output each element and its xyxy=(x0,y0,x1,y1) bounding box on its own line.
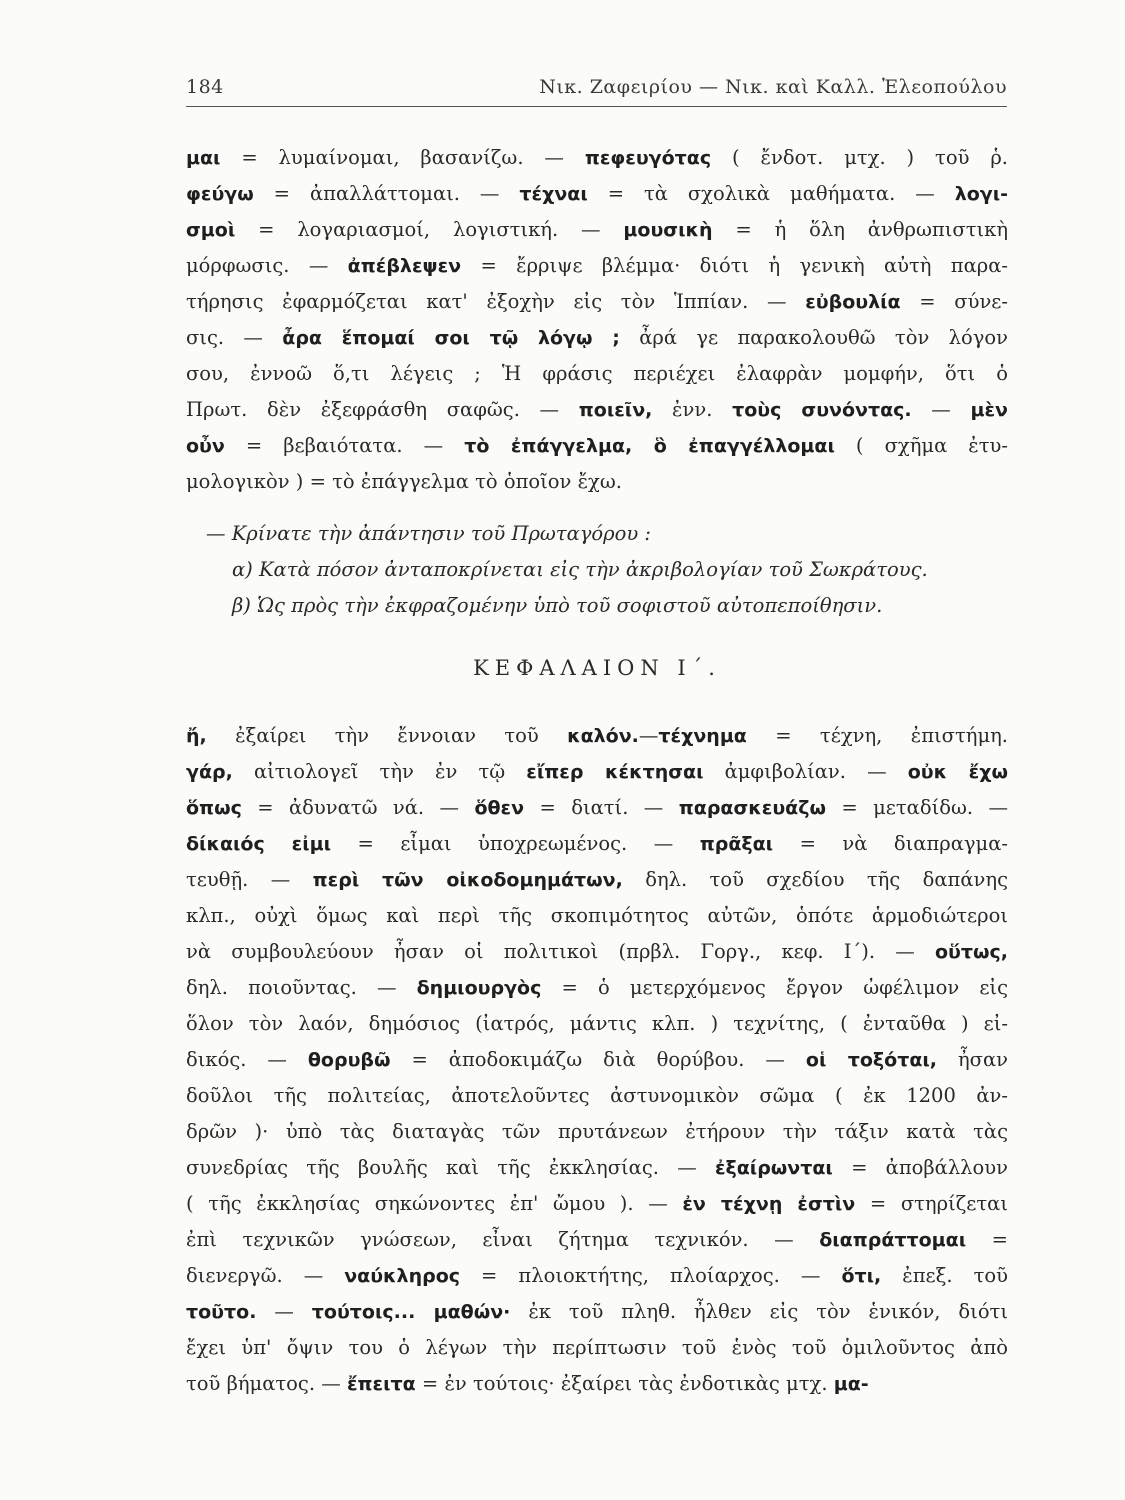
text-line xyxy=(186,718,1008,754)
lemma: παρασκευάζω xyxy=(678,797,826,819)
gloss-text: ἆρά γε παρακολουθῶ τὸν λόγον xyxy=(619,326,1008,349)
lemma: καλόν. xyxy=(567,725,639,747)
lemma: μαι xyxy=(186,147,221,169)
lemma: φεύγω xyxy=(186,183,254,205)
gloss-text: ἐπὶ τεχνικῶν γνώσεων, εἶναι ζήτημα τεχνικόν. — xyxy=(186,1228,820,1251)
gloss-text: συνεδρίας τῆς βουλῆς καὶ τῆς ἐκκλησίας. — xyxy=(186,1156,715,1179)
lemma: εἴπερ κέκτησαι xyxy=(526,761,704,783)
text-line xyxy=(186,754,1008,790)
text-line xyxy=(186,1294,1008,1330)
lemma: ἤ, xyxy=(186,725,207,747)
gloss-text: ἐξαίρει τὴν ἔννοιαν τοῦ xyxy=(206,724,568,747)
lemma: οὐκ ἔχω xyxy=(907,761,1008,783)
text-line xyxy=(186,320,1008,356)
gloss-text: = πλοιοκτήτης, πλοίαρχος. — xyxy=(460,1264,842,1287)
gloss-text: = τέχνη, ἐπιστήμη. xyxy=(746,724,1008,747)
gloss-text: = βεβαιότατα. — xyxy=(224,434,465,457)
text-line xyxy=(186,934,1008,970)
lemma: ἐν τέχνῃ ἐστὶν xyxy=(682,1193,856,1215)
gloss-text: Πρωτ. δὲν ἐξεφράσθη σαφῶς. — xyxy=(186,398,579,421)
gloss-text: δρῶν )· ὑπὸ τὰς διαταγὰς τῶν πρυτάνεων ἐτήρουν τὴν τάξιν κατὰ τὰς xyxy=(186,1120,1008,1143)
chapter-heading: ΚΕΦΑΛΑΙΟΝ Ι΄. xyxy=(473,656,721,680)
gloss-text: ἐνν. xyxy=(652,398,733,421)
text-line xyxy=(186,1366,1008,1402)
gloss-text: τήρησις ἐφαρμόζεται κατ' ἐξοχὴν εἰς τὸν Ἱππίαν. — xyxy=(186,290,806,313)
gloss-text: = τὰ σχολικὰ μαθήματα. — xyxy=(587,182,955,205)
page-number: 184 xyxy=(186,76,224,98)
text-line xyxy=(186,898,1008,934)
gloss-text: ( τῆς ἐκκλησίας σηκώνοντες ἐπ' ὤμου ). — xyxy=(186,1192,683,1215)
page-header xyxy=(186,76,1007,107)
lemma: μα- xyxy=(833,1373,869,1395)
text-line xyxy=(186,1330,1008,1366)
gloss-text: = ἀποβάλλουν xyxy=(832,1156,1008,1179)
gloss-text: διενεργῶ. — xyxy=(186,1264,345,1287)
gloss-text: κλπ., οὐχὶ ὅμως καὶ περὶ τῆς σκοπιμότητος αὐτῶν, ὁπότε ἁρμοδιώτεροι xyxy=(186,904,1008,927)
lemma: ὅθεν xyxy=(474,797,525,819)
gloss-text: — xyxy=(638,724,659,747)
gloss-text: = ἐν τούτοις· ἐξαίρει τὰς ἐνδοτικὰς μτχ. xyxy=(415,1372,834,1395)
lemma: ἔπειτα xyxy=(346,1373,416,1395)
exercise-block xyxy=(186,516,1008,624)
gloss-text: = ἔρριψε βλέμμα· διότι ἡ γενικὴ αὐτὴ παρα- xyxy=(461,254,1008,277)
exercise-item-b: β) Ὡς πρὸς τὴν ἐκφραζομένην ὑπὸ τοῦ σοφιστοῦ αὐτοπεποίθησιν. xyxy=(232,594,883,617)
text-line xyxy=(186,1078,1008,1114)
gloss-text: = νὰ διαπραγμα- xyxy=(773,832,1008,855)
lemma: τὸ ἐπάγγελμα, ὃ ἐπαγγέλλομαι xyxy=(464,435,835,457)
gloss-text: δηλ. ποιοῦντας. — xyxy=(186,976,417,999)
lemma: τοῦτο. xyxy=(186,1301,257,1323)
gloss-text: = στηρίζεται xyxy=(855,1192,1008,1215)
gloss-text: = μεταδίδω. — xyxy=(825,796,1008,819)
gloss-text: = ὁ μετερχόμενος ἔργον ὠφέλιμον εἰς xyxy=(541,976,1008,999)
text-line xyxy=(186,356,1008,392)
gloss-text: τευθῇ. — xyxy=(186,868,313,891)
gloss-text: ἦσαν xyxy=(937,1048,1008,1071)
lemma: ἐξαίρωνται xyxy=(714,1157,833,1179)
gloss-text: σου, ἐννοῶ ὅ,τι λέγεις ; Ἡ φράσις περιέχει ἐλαφρὰν μομφήν, ὅτι ὁ xyxy=(186,362,1008,385)
running-title: Νικ. Ζαφειρίου — Νικ. καὶ Καλλ. Ἐλεοπούλου xyxy=(539,76,1007,98)
gloss-text: ὅλον τὸν λαόν, δημόσιος (ἰατρός, μάντις κλπ. ) τεχνίτης, ( ἐνταῦθα ) εἰ- xyxy=(186,1012,1008,1035)
lemma: ἀπέβλεψεν xyxy=(347,255,462,277)
lemma: μὲν xyxy=(970,399,1008,421)
gloss-text: — xyxy=(256,1300,312,1323)
lemma: οὕτως, xyxy=(934,941,1008,963)
lemma: ὅτι, xyxy=(841,1265,882,1287)
gloss-text: δοῦλοι τῆς πολιτείας, ἀποτελοῦντες ἀστυνομικὸν σῶμα ( ἐκ 1200 ἀν- xyxy=(186,1084,1008,1107)
lemma: τοὺς συνόντας. xyxy=(732,399,912,421)
text-line xyxy=(186,464,1008,500)
lemma: περὶ τῶν οἰκοδομημάτων, xyxy=(312,869,623,891)
lemma: δημιουργὸς xyxy=(416,977,542,999)
commentary-top xyxy=(186,140,1008,500)
gloss-text: = σύνε- xyxy=(900,290,1008,313)
gloss-text: = λυμαίνομαι, βασανίζω. — xyxy=(220,146,585,169)
gloss-text: ( σχῆμα ἐτυ- xyxy=(834,434,1008,457)
text-line xyxy=(186,284,1008,320)
lemma: ὅπως xyxy=(186,797,242,819)
lemma: θορυβῶ xyxy=(307,1049,391,1071)
text-line xyxy=(186,392,1008,428)
gloss-text: = ἀδυνατῶ νά. — xyxy=(241,796,475,819)
commentary-bottom xyxy=(186,718,1008,1402)
gloss-text: δικός. — xyxy=(186,1048,308,1071)
lemma: γάρ, xyxy=(186,761,233,783)
gloss-text: ἔχει ὑπ' ὄψιν του ὁ λέγων τὴν περίπτωσιν τοῦ ἑνὸς τοῦ ὁμιλοῦντος ἀπὸ xyxy=(186,1336,1008,1359)
exercise-prompt: — Κρίνατε τὴν ἀπάντησιν τοῦ Πρωταγόρου : xyxy=(206,522,651,545)
text-line xyxy=(186,140,1008,176)
lemma: τούτοις... μαθών· xyxy=(311,1301,511,1323)
text-line xyxy=(186,1258,1008,1294)
text-line xyxy=(186,1114,1008,1150)
gloss-text: ἐπεξ. τοῦ xyxy=(881,1264,1008,1287)
gloss-text: = εἶμαι ὑποχρεωμένος. — xyxy=(331,832,700,855)
gloss-text: νὰ συμβουλεύουν ἦσαν οἱ πολιτικοὶ (πρβλ. Γοργ., κεφ. Ι΄). — xyxy=(186,940,935,963)
exercise-item-a: α) Κατὰ πόσον ἀνταποκρίνεται εἰς τὴν ἀκριβολογίαν τοῦ Σωκράτους. xyxy=(232,558,928,581)
gloss-text: σις. — xyxy=(186,326,283,349)
lemma: δίκαιός εἰμι xyxy=(186,833,331,855)
gloss-text: τοῦ βήματος. — xyxy=(186,1372,347,1395)
lemma: πεφευγότας xyxy=(584,147,712,169)
gloss-text: μολογικὸν ) = τὸ ἐπάγγελμα τὸ ὁποῖον ἔχω. xyxy=(186,470,622,493)
lemma: μουσικὴ xyxy=(623,219,713,241)
lemma: ἆρα ἕπομαί σοι τῷ λόγῳ ; xyxy=(282,327,620,349)
lemma: τέχνημα xyxy=(658,725,747,747)
lemma: οἱ τοξόται, xyxy=(805,1049,937,1071)
lemma: διαπράττομαι xyxy=(819,1229,967,1251)
text-line xyxy=(186,970,1008,1006)
text-line xyxy=(186,212,1008,248)
gloss-text: = ἡ ὅλη ἀνθρωπιστικὴ xyxy=(712,218,1008,241)
lemma: οὖν xyxy=(186,435,225,457)
text-line xyxy=(186,1150,1008,1186)
text-line xyxy=(186,790,1008,826)
text-line xyxy=(186,428,1008,464)
gloss-text: ἐκ τοῦ πληθ. ἦλθεν εἰς τὸν ἑνικόν, διότι xyxy=(510,1300,1008,1323)
lemma: ποιεῖν, xyxy=(578,399,653,421)
gloss-text: αἰτιολογεῖ τὴν ἐν τῷ xyxy=(232,760,527,783)
text-line xyxy=(186,1042,1008,1078)
lemma: σμοὶ xyxy=(186,219,236,241)
gloss-text: = ἀποδοκιμάζω διὰ θορύβου. — xyxy=(390,1048,806,1071)
lemma: πρᾶξαι xyxy=(699,833,774,855)
text-line xyxy=(186,1222,1008,1258)
gloss-text: = λογαριασμοί, λογιστική. — xyxy=(235,218,624,241)
gloss-text: μόρφωσις. — xyxy=(186,254,348,277)
text-line xyxy=(186,176,1008,212)
text-line xyxy=(186,826,1008,862)
text-line xyxy=(186,862,1008,898)
lemma: τέχναι xyxy=(519,183,588,205)
gloss-text: ( ἔνδοτ. μτχ. ) τοῦ ῥ. xyxy=(711,146,1008,169)
text-line xyxy=(186,248,1008,284)
lemma: ναύκληρος xyxy=(344,1265,461,1287)
lemma: εὐβουλία xyxy=(805,291,901,313)
text-line xyxy=(186,1006,1008,1042)
gloss-text: — xyxy=(911,398,971,421)
gloss-text: δηλ. τοῦ σχεδίου τῆς δαπάνης xyxy=(622,868,1008,891)
gloss-text: ἀμφιβολίαν. — xyxy=(703,760,908,783)
text-line xyxy=(186,1186,1008,1222)
gloss-text: = ἀπαλλάττομαι. — xyxy=(253,182,520,205)
gloss-text: = xyxy=(966,1228,1008,1251)
lemma: λογι- xyxy=(954,183,1008,205)
gloss-text: = διατί. — xyxy=(524,796,679,819)
